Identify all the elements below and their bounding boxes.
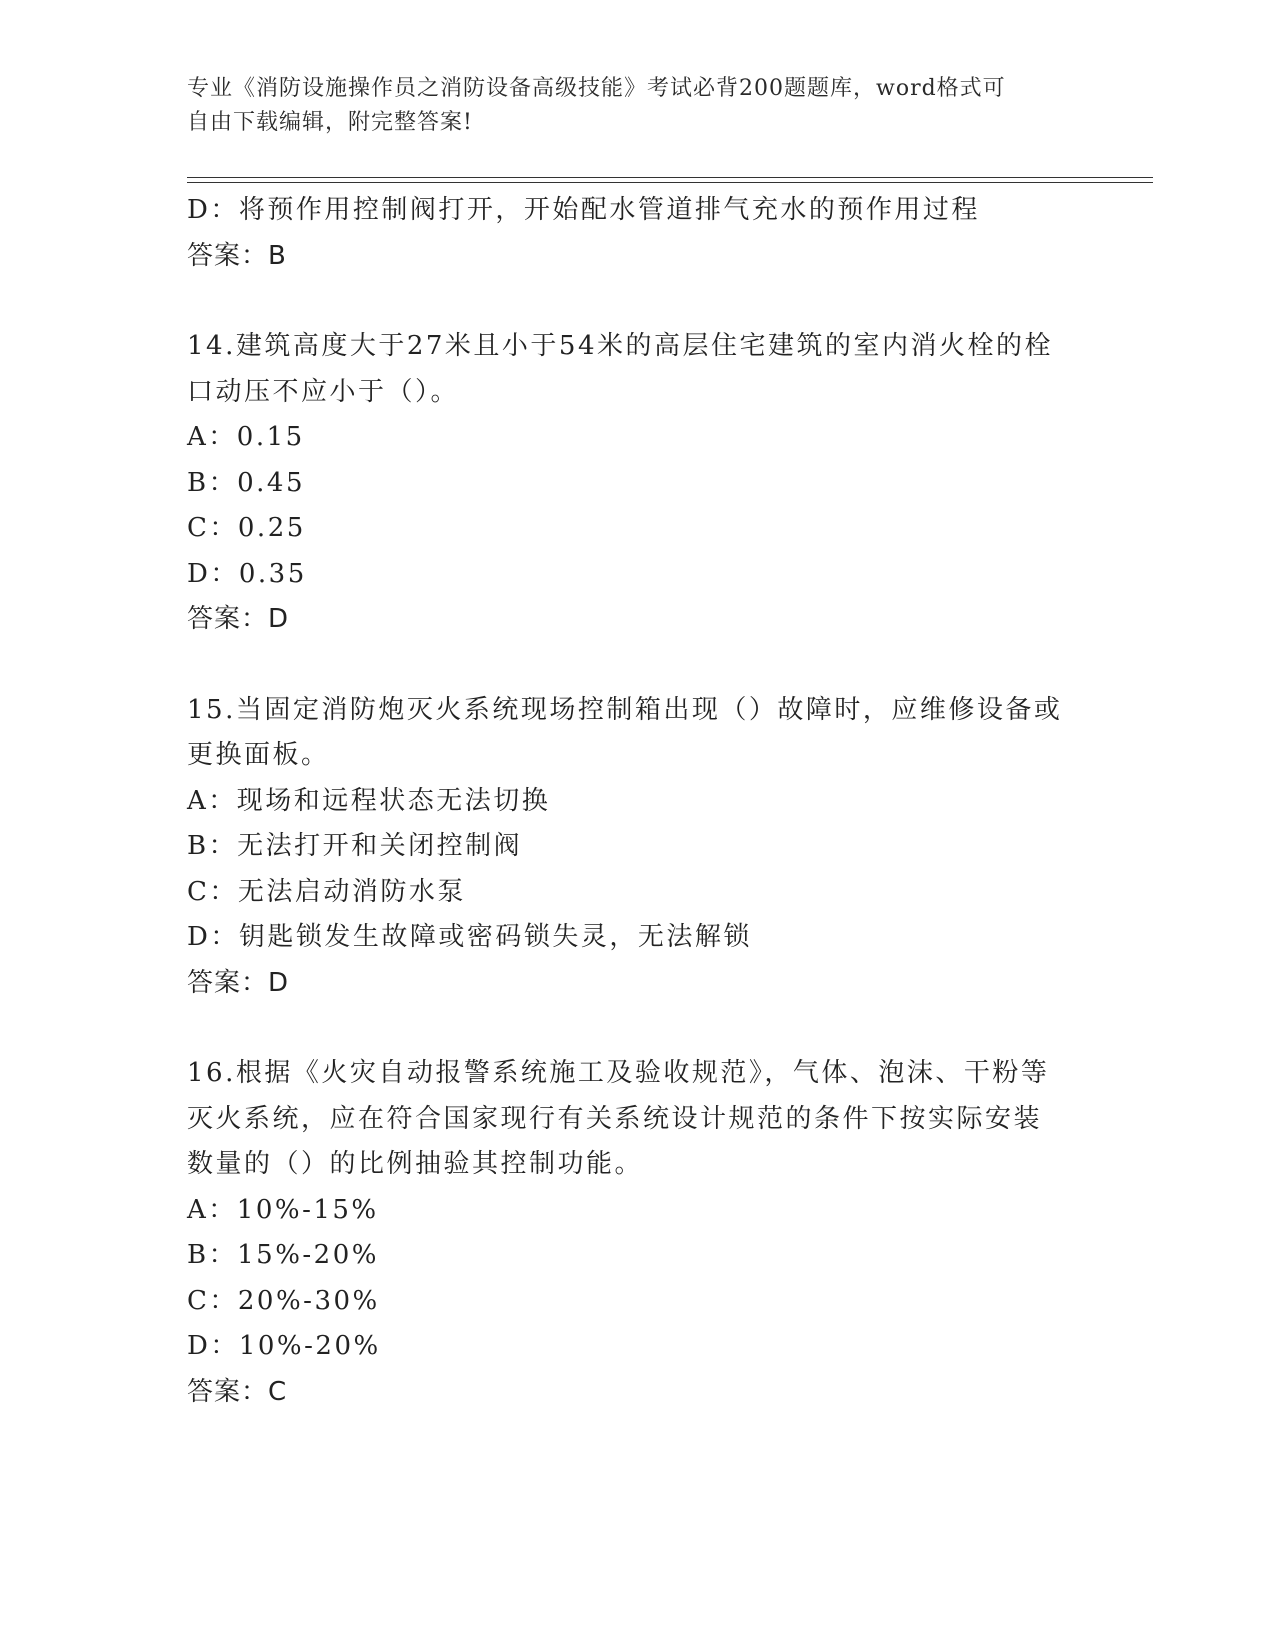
question-16 xyxy=(187,1051,1087,1415)
question-stem: 14.建筑高度大于27米且小于54米的高层住宅建筑的室内消火栓的栓 xyxy=(187,331,1054,361)
option-c: C：0.25 xyxy=(187,513,306,543)
header-line-1: 专业《消防设施操作员之消防设备高级技能》考试必背200题题库，word格式可 xyxy=(187,76,1006,101)
question-stem: 15.当固定消防炮灭火系统现场控制箱出现（）故障时，应维修设备或 xyxy=(187,694,1063,725)
option-d: D：10%-20% xyxy=(187,1331,381,1361)
spacer xyxy=(187,643,1087,688)
answer-line: 答案：B xyxy=(187,240,287,271)
option-b: B：0.45 xyxy=(187,467,305,498)
option-b: B：无法打开和关闭控制阀 xyxy=(187,831,523,861)
question-15 xyxy=(187,688,1087,1007)
option-c: C：无法启动消防水泵 xyxy=(187,876,466,907)
option-d: D：0.35 xyxy=(187,558,307,589)
option-c: C：20%-30% xyxy=(187,1285,380,1316)
document-body xyxy=(187,188,1087,1415)
question-stem: 16.根据《火灾自动报警系统施工及验收规范》，气体、泡沫、干粉等 xyxy=(187,1058,1050,1088)
question-14 xyxy=(187,324,1087,643)
spacer xyxy=(187,1006,1087,1051)
option-d: D：将预作用控制阀打开，开始配水管道排气充水的预作用过程 xyxy=(187,195,980,225)
option-a: A：10%-15% xyxy=(187,1194,379,1225)
previous-question-tail xyxy=(187,188,1087,279)
option-a: A：现场和远程状态无法切换 xyxy=(187,785,551,816)
answer-line: 答案：D xyxy=(187,604,290,634)
question-stem: 灭火系统，应在符合国家现行有关系统设计规范的条件下按实际安装 xyxy=(187,1103,1043,1134)
spacer xyxy=(187,279,1087,324)
answer-line: 答案：D xyxy=(187,967,290,998)
option-a: A：0.15 xyxy=(187,422,305,452)
header-divider-top xyxy=(187,177,1153,178)
answer-line: 答案：C xyxy=(187,1376,288,1407)
header-line-2: 自由下载编辑，附完整答案! xyxy=(187,110,473,135)
question-stem: 口动压不应小于（）。 xyxy=(187,376,460,407)
header-divider-bottom xyxy=(187,182,1153,183)
question-stem: 更换面板。 xyxy=(187,740,330,770)
document-header xyxy=(187,72,1087,140)
question-stem: 数量的（）的比例抽验其控制功能。 xyxy=(187,1149,644,1179)
option-b: B：15%-20% xyxy=(187,1240,379,1270)
option-d: D：钥匙锁发生故障或密码锁失灵，无法解锁 xyxy=(187,922,752,952)
